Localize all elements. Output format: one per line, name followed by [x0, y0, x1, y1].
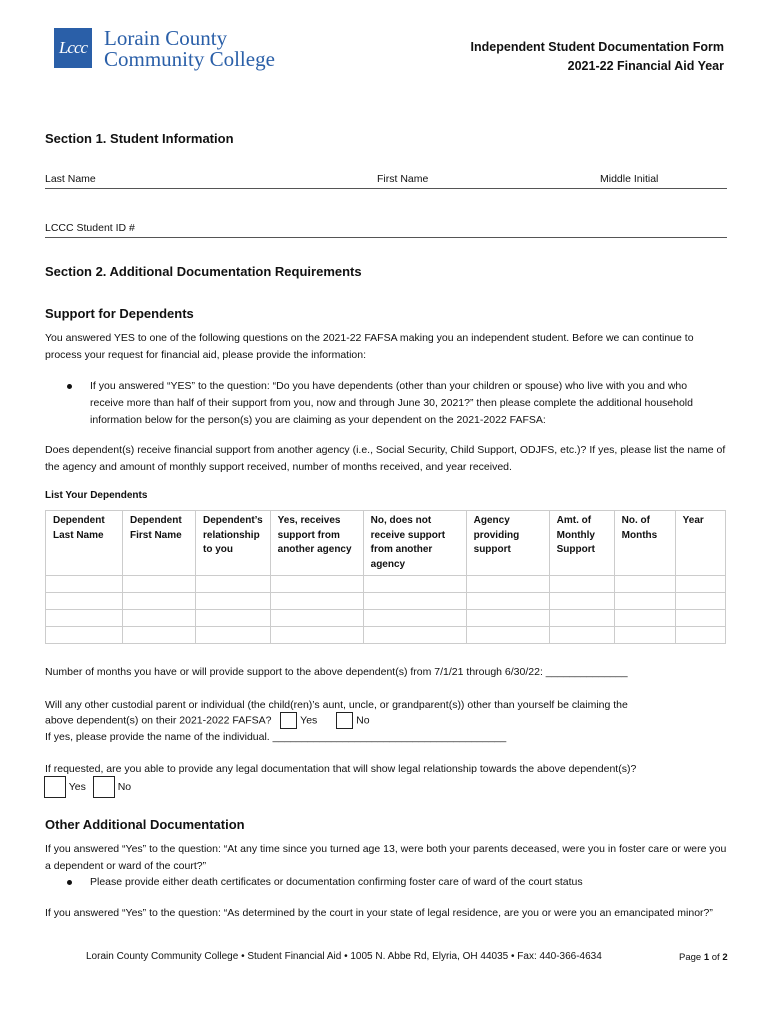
- page-current: 1: [703, 952, 710, 963]
- logo-line-2: Community College: [104, 47, 275, 71]
- student-id-label: LCCC Student ID #: [45, 222, 135, 234]
- form-title: [471, 38, 724, 76]
- page-number: [679, 952, 728, 963]
- name-line[interactable]: [45, 188, 727, 189]
- logo-line-1: Lorain County: [104, 26, 228, 50]
- table-row[interactable]: [46, 627, 726, 644]
- column-header: No. of Months: [614, 511, 675, 576]
- column-header: Dependent Last Name: [46, 511, 123, 576]
- age-13-question: If you answered “Yes” to the question: “At any time since you turned age 13, were both your parents deceased, were you in foster care or were you a dependent or ward of the court?”: [45, 843, 727, 872]
- column-header: Year: [675, 511, 725, 576]
- legal-documentation-question: If requested, are you able to provide any legal documentation that will show legal relationship towards the above dependent(s)?: [45, 763, 637, 775]
- custodial-name-line[interactable]: If yes, please provide the name of the individual. ________________________________________: [45, 731, 507, 743]
- column-header: Yes, receives support from another agency: [270, 511, 363, 576]
- table-row[interactable]: [46, 593, 726, 610]
- legal-yes-label: Yes: [68, 780, 86, 793]
- list-dependents-title: List Your Dependents: [45, 490, 148, 501]
- page-total: 2: [722, 952, 728, 963]
- intro-paragraph: You answered YES to one of the following questions on the 2021-22 FAFSA making you an independent student. Before we can continue to process your request for financial aid, please provide the information:: [45, 332, 694, 361]
- student-id-line[interactable]: [45, 237, 727, 238]
- column-header: Dependent’s relationship to you: [196, 511, 271, 576]
- legal-no-label: No: [117, 780, 132, 793]
- page-of: of: [709, 952, 723, 963]
- column-header: No, does not receive support from another agency: [363, 511, 466, 576]
- college-logo-text: [104, 28, 275, 70]
- table-row[interactable]: [46, 576, 726, 593]
- column-header: Amt. of Monthly Support: [549, 511, 614, 576]
- bullet-icon: [67, 384, 72, 389]
- section-2-title: Section 2. Additional Documentation Requirements: [45, 264, 362, 279]
- dependents-question: If you answered “YES” to the question: “Do you have dependents (other than your children or spouse) who live with you and who receive more than half of their support from you, now and through June 30, 2021?” then please complete the additional household information below for the person(s) you are claiming as your dependent on the 2021-2022 FAFSA:: [90, 380, 693, 426]
- custodial-question-end: above dependent(s) on their 2021-2022 FAFSA?: [45, 714, 272, 727]
- legal-no-checkbox[interactable]: [93, 776, 115, 798]
- legal-answer-row: [44, 776, 131, 798]
- middle-initial-label: Middle Initial: [600, 173, 659, 185]
- custodial-question: Will any other custodial parent or individual (the child(ren)’s aunt, uncle, or grandparent(s)) other than yourself be claiming the: [45, 699, 628, 711]
- footer-address: Lorain County Community College • Student Financial Aid • 1005 N. Abbe Rd, Elyria, OH 44035 • Fax: 440-366-4634: [86, 951, 602, 962]
- table-row[interactable]: [46, 610, 726, 627]
- dependents-table: [45, 510, 726, 644]
- form-title-line-1: Independent Student Documentation Form: [470, 40, 724, 54]
- agency-question: Does dependent(s) receive financial support from another agency (i.e., Social Security, Child Support, ODJFS, etc.)? If yes, please list the name of the agency and amount of monthly support received, number of months received, and year received.: [45, 444, 726, 473]
- support-for-dependents-title: Support for Dependents: [45, 306, 194, 321]
- last-name-label: Last Name: [45, 173, 96, 185]
- custodial-no-checkbox[interactable]: [336, 712, 353, 729]
- bullet-icon: [67, 880, 72, 885]
- other-documentation-title: Other Additional Documentation: [45, 817, 245, 832]
- months-question: Number of months you have or will provide support to the above dependent(s) from 7/1/21 through 6/30/22: ______________: [45, 666, 628, 678]
- death-certificate-instruction: Please provide either death certificates or documentation confirming foster care of ward of the court status: [90, 876, 583, 888]
- custodial-no-label: No: [356, 714, 370, 727]
- custodial-yes-checkbox[interactable]: [280, 712, 297, 729]
- first-name-label: First Name: [377, 173, 429, 185]
- custodial-answer-row: [45, 712, 370, 729]
- table-header-row: [46, 511, 726, 576]
- custodial-yes-label: Yes: [300, 714, 318, 727]
- form-title-line-2: 2021-22 Financial Aid Year: [567, 59, 724, 73]
- legal-yes-checkbox[interactable]: [44, 776, 66, 798]
- column-header: Dependent First Name: [123, 511, 196, 576]
- page-prefix: Page: [679, 952, 704, 963]
- emancipated-question: If you answered “Yes” to the question: “As determined by the court in your state of legal residence, are you or were you an emancipated minor?”: [45, 907, 713, 919]
- section-1-title: Section 1. Student Information: [45, 131, 234, 146]
- college-logo-mark: Lccc: [54, 28, 92, 68]
- column-header: Agency providing support: [466, 511, 549, 576]
